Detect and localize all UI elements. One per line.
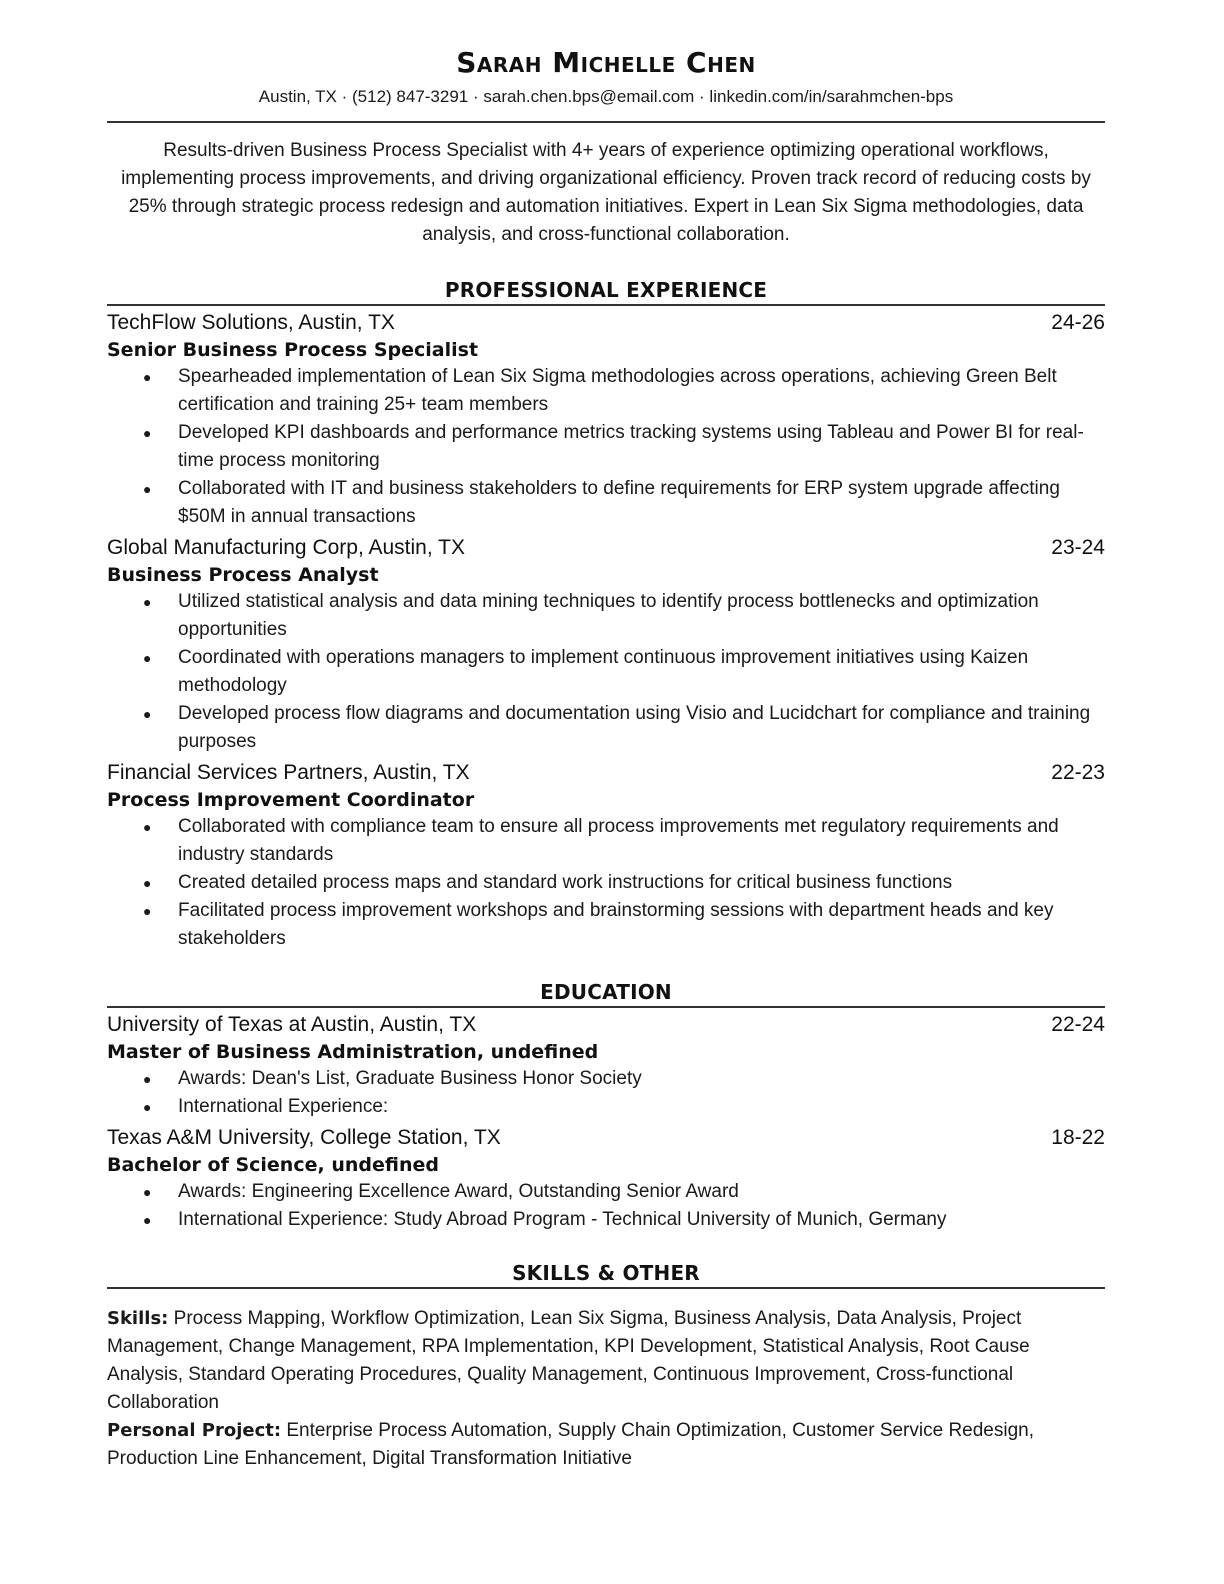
bullet-icon: ● — [143, 903, 152, 919]
bullet-icon: ● — [143, 1099, 152, 1115]
job-entry — [107, 309, 1105, 531]
job-bullet: ● Utilized statistical analysis and data mining techniques to identify process bottlenecks and optimization opportunities — [107, 588, 1105, 644]
school-dates: 18-22 — [1051, 1126, 1105, 1149]
bullet-icon: ● — [143, 1212, 152, 1228]
job-company: Global Manufacturing Corp, Austin, TX — [107, 536, 465, 559]
experience-section — [107, 277, 1105, 953]
job-dates: 23-24 — [1051, 536, 1105, 559]
project-paragraph — [107, 1417, 1105, 1473]
contact-line: Austin, TX · (512) 847-3291 · sarah.chen.bps@email.com · linkedin.com/in/sarahmchen-bps — [258, 87, 954, 106]
job-company: Financial Services Partners, Austin, TX — [107, 761, 470, 784]
bullet-icon: ● — [143, 706, 152, 722]
section-title-experience: PROFESSIONAL EXPERIENCE — [444, 278, 768, 302]
job-role: Senior Business Process Specialist — [107, 339, 479, 361]
school-dates: 22-24 — [1051, 1013, 1105, 1036]
school-name: Texas A&M University, College Station, TX — [107, 1126, 501, 1149]
education-bullet: ● International Experience: Study Abroad Program - Technical University of Munich, Germany — [107, 1206, 1105, 1234]
resume-page — [107, 0, 1105, 1473]
degree: Master of Business Administration, undefined — [107, 1041, 599, 1063]
school-name: University of Texas at Austin, Austin, TX — [107, 1013, 477, 1036]
section-divider — [107, 1006, 1105, 1008]
summary-paragraph: Results-driven Business Process Specialist with 4+ years of experience optimizing operational workflows, implementing process improvements, and driving organizational efficiency. Proven track record of reducing costs by 25% through strategic process redesign and automation initiatives. Expert in Lean Six Sigma methodologies, data analysis, and cross-functional collaboration. — [121, 140, 1091, 245]
section-divider — [107, 1287, 1105, 1289]
skills-paragraph — [107, 1305, 1105, 1417]
header-divider — [107, 121, 1105, 123]
bullet-icon: ● — [143, 875, 152, 891]
job-bullet: ● Created detailed process maps and standard work instructions for critical business functions — [107, 869, 1105, 897]
education-section — [107, 979, 1105, 1234]
job-bullet: ● Developed KPI dashboards and performance metrics tracking systems using Tableau and Power BI for real-time process monitoring — [107, 419, 1105, 475]
job-bullet: ● Collaborated with compliance team to ensure all process improvements met regulatory requirements and industry standards — [107, 813, 1105, 869]
job-role: Business Process Analyst — [107, 564, 379, 586]
bullet-icon: ● — [143, 650, 152, 666]
skills-list: Process Mapping, Workflow Optimization, Lean Six Sigma, Business Analysis, Data Analysis, Project Management, Change Management, RPA Implementation, KPI Development, Statistical Analysis, Root Cause Analysis, Standard Operating Procedures, Quality Management, Continuous Improvement, Cross-functional Collaboration — [107, 1308, 1030, 1413]
job-dates: 24-26 — [1051, 311, 1105, 334]
project-label: Personal Project: — [107, 1420, 282, 1441]
section-title-skills: SKILLS & OTHER — [512, 1261, 700, 1285]
bullet-icon: ● — [143, 481, 152, 497]
candidate-name: Sarah Michelle Chen — [456, 46, 756, 79]
bullet-icon: ● — [143, 1071, 152, 1087]
section-divider — [107, 304, 1105, 306]
section-title-education: EDUCATION — [540, 980, 672, 1004]
job-bullet: ● Spearheaded implementation of Lean Six Sigma methodologies across operations, achieving Green Belt certification and training 25+ team members — [107, 363, 1105, 419]
degree: Bachelor of Science, undefined — [107, 1154, 439, 1176]
project-list: Enterprise Process Automation, Supply Chain Optimization, Customer Service Redesign, Production Line Enhancement, Digital Transformation Initiative — [107, 1420, 1035, 1469]
bullet-icon: ● — [143, 425, 152, 441]
bullet-icon: ● — [143, 594, 152, 610]
job-entry — [107, 534, 1105, 756]
job-bullet: ● Developed process flow diagrams and documentation using Visio and Lucidchart for compliance and training purposes — [107, 700, 1105, 756]
skills-section — [107, 1260, 1105, 1473]
bullet-icon: ● — [143, 819, 152, 835]
bullet-icon: ● — [143, 1184, 152, 1200]
bullet-icon: ● — [143, 369, 152, 385]
education-entry — [107, 1124, 1105, 1234]
job-dates: 22-23 — [1051, 761, 1105, 784]
education-bullet: ● Awards: Engineering Excellence Award, Outstanding Senior Award — [107, 1178, 1105, 1206]
job-bullet: ● Facilitated process improvement workshops and brainstorming sessions with department heads and key stakeholders — [107, 897, 1105, 953]
education-entry — [107, 1011, 1105, 1121]
job-role: Process Improvement Coordinator — [107, 789, 475, 811]
job-entry — [107, 759, 1105, 953]
education-bullet: ● International Experience: — [107, 1093, 1105, 1121]
job-bullet: ● Collaborated with IT and business stakeholders to define requirements for ERP system upgrade affecting $50M in annual transactions — [107, 475, 1105, 531]
education-bullet: ● Awards: Dean's List, Graduate Business Honor Society — [107, 1065, 1105, 1093]
job-bullet: ● Coordinated with operations managers to implement continuous improvement initiatives using Kaizen methodology — [107, 644, 1105, 700]
job-company: TechFlow Solutions, Austin, TX — [107, 311, 395, 334]
skills-label: Skills: — [107, 1308, 169, 1329]
